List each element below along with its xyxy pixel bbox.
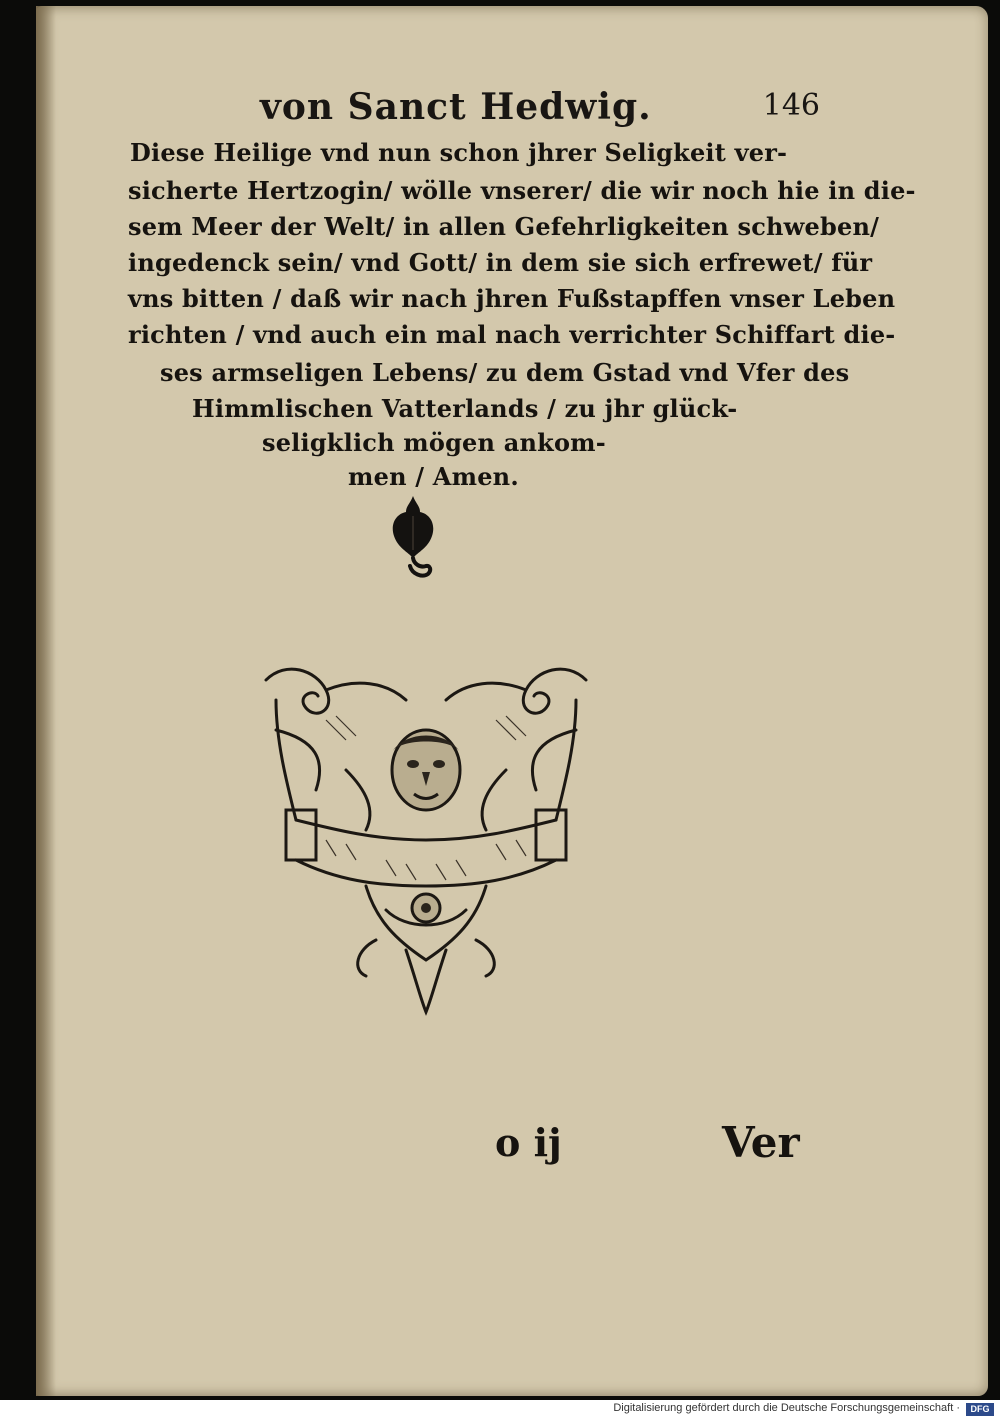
hedera-leaf-icon bbox=[386, 492, 440, 578]
text-line: seligklich mögen ankom- bbox=[262, 428, 606, 457]
text-line: Himmlischen Vatterlands / zu jhr glück- bbox=[192, 394, 738, 423]
catchword: Ver bbox=[722, 1118, 800, 1167]
text-line: vns bitten / daß wir nach jhren Fußstapffen vnser Leben bbox=[128, 284, 896, 313]
page-header bbox=[260, 86, 820, 130]
text-line: Diese Heilige vnd nun schon jhrer Seligkeit ver- bbox=[130, 138, 788, 167]
text-line: sem Meer der Welt/ in allen Gefehrligkeiten schweben/ bbox=[128, 212, 880, 241]
running-title: von Sanct Hedwig. bbox=[260, 86, 652, 128]
text-line: ses armseligen Lebens/ zu dem Gstad vnd Vfer des bbox=[160, 358, 850, 387]
page-number: 146 bbox=[762, 88, 820, 123]
text-line: sicherte Hertzogin/ wölle vnserer/ die wir noch hie in die- bbox=[128, 176, 916, 205]
signature-mark: o ij bbox=[495, 1120, 562, 1165]
text-line: richten / vnd auch ein mal nach verrichter Schiffart die- bbox=[128, 320, 896, 349]
dfg-logo-icon: DFG bbox=[966, 1403, 994, 1416]
page-gutter-shadow bbox=[36, 6, 56, 1396]
grotesque-mask-woodcut bbox=[256, 660, 596, 1020]
text-line: ingedenck sein/ vnd Gott/ in dem sie sich erfrewet/ für bbox=[128, 248, 873, 277]
text-line: men / Amen. bbox=[348, 462, 519, 491]
funding-credit: Digitalisierung gefördert durch die Deutsche Forschungsgemeinschaft · bbox=[613, 1402, 960, 1414]
